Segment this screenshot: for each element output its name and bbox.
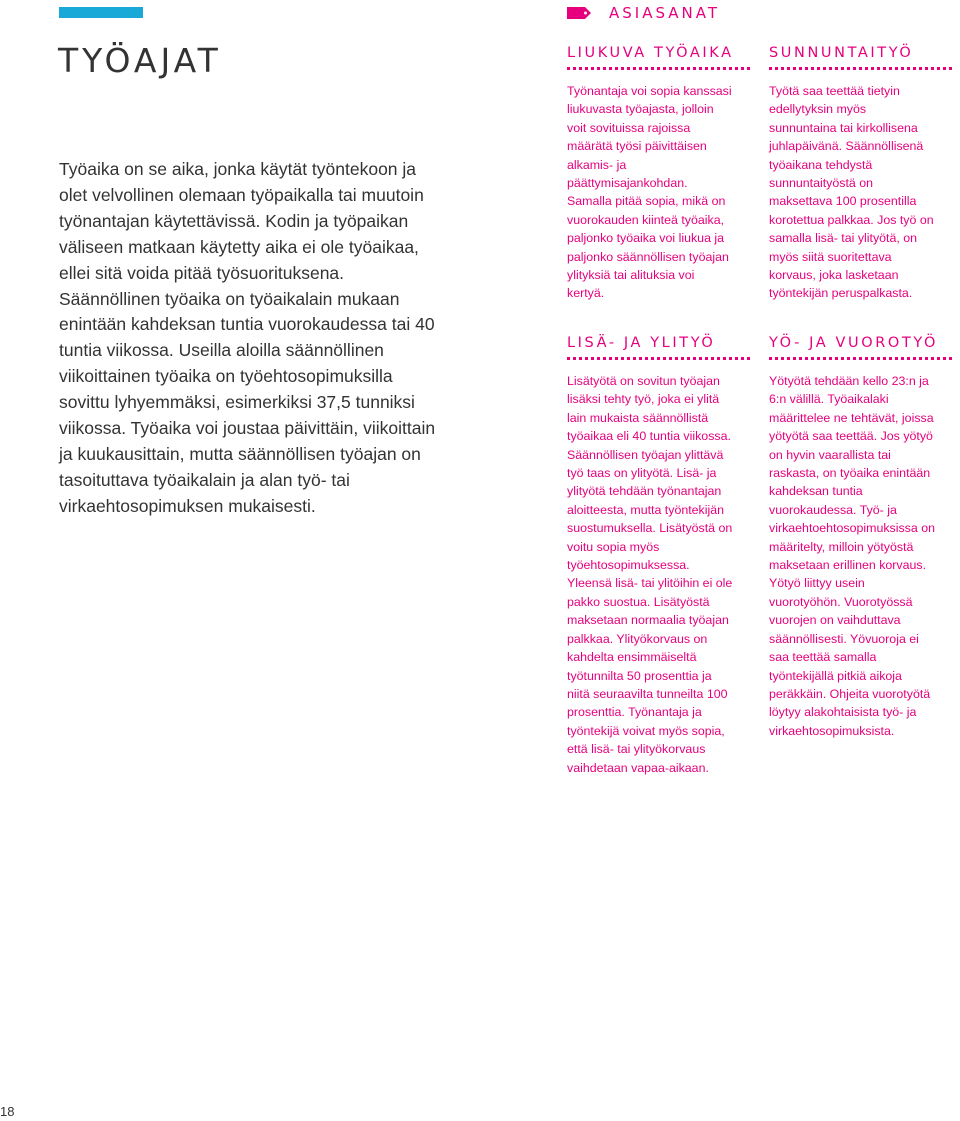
section-heading: LIUKUVA TYÖAIKA (567, 45, 734, 61)
section-lisa-ja-ylityo (567, 335, 735, 777)
dotted-divider (769, 67, 952, 73)
section-liukuva-tyoaika (567, 45, 735, 303)
dotted-divider (567, 357, 750, 363)
top-color-bar (59, 7, 143, 18)
section-text: Yötyötä tehdään kello 23:n ja 6:n välillä. Työaikalaki määrittelee ne tehtävät, joissa yötyötä saa teettää. Jos yötyö on hyvin vaarallista tai raskasta, on työaika enintään kahdeksan tuntia vuorokaudessa. Työ- ja virkaehtoehtosopimuksissa on määritelty, milloin yötyöstä maksetaan erillinen korvaus. Yötyö liittyy usein vuorotyöhön. Vuorotyössä vuorojen on vaihduttava säännöllisesti. Yövuoroja ei saa teettää samalla työntekijällä pitkiä aikoja peräkkäin. Ohjeita vuorotyötä löytyy alakohtaisista työ- ja virkaehtosopimuksista. (769, 374, 935, 738)
section-heading: SUNNUNTAITYÖ (769, 45, 914, 61)
section-text: Työnantaja voi sopia kanssasi liukuvasta työajasta, jolloin voit sovituissa rajoissa määrätä työsi päivittäisen alkamis- ja päättymisajankohdan. Samalla pitää sopia, mikä on vuorokauden kiinteä työaika, paljonko työaika voi liukua ja paljonko säännöllisen työajan ylityksiä tai alituksia voi kertyä. (567, 84, 732, 301)
tag-icon (567, 7, 591, 19)
page-number: 18 (0, 1104, 15, 1119)
dotted-divider (567, 67, 750, 73)
section-text: Lisätyötä on sovitun työajan lisäksi tehty työ, joka ei ylitä lain mukaista säännöllistä työaikaa eli 40 tuntia viikossa. Säännöllisen työajan ylittävä työ taas on ylityötä. Lisä- ja ylityötä tehdään työnantajan aloitteesta, mutta työntekijän suostumuksella. Lisätyöstä on voitu sopia myös työehtosopimuksessa. Yleensä lisä- tai ylitöihin ei ole pakko suostua. Lisätyöstä maksetaan normaalia työajan palkkaa. Ylityökorvaus on kahdelta ensimmäiseltä työtunnilta 50 prosenttia ja niitä seuraavilta tunneilta 100 prosenttia. Työnantaja ja työntekijä voivat myös sopia, että lisä- tai ylityökorvaus vaihdetaan vapaa-aikaan. (567, 374, 733, 775)
glossary-header (567, 3, 720, 23)
section-heading: LISÄ- JA YLITYÖ (567, 335, 716, 351)
page-title: TYÖAJAT (58, 41, 222, 80)
section-yo-ja-vuorotyo (769, 335, 937, 740)
dotted-divider (769, 357, 952, 363)
glossary-label: ASIASANAT (609, 4, 721, 22)
section-text: Työtä saa teettää tietyin edellytyksin myös sunnuntaina tai kirkollisena juhlapäivänä. Säännöllisenä työaikana tehdystä sunnuntaityöstä on maksettava 100 prosentilla korotettua palkkaa. Jos työ on samalla lisä- tai ylityötä, on myös siitä suoritettava korvaus, joka lasketaan työntekijän peruspalkasta. (769, 84, 934, 301)
intro-paragraph: Työaika on se aika, jonka käytät työntekoon ja olet velvollinen olemaan työpaikalla tai muutoin työnantajan käytettävissä. Kodin ja työpaikan väliseen matkaan käytetty aika ei ole työaikaa, ellei sitä voida pitää työsuorituksena. Säännöllinen työaika on työaikalain mukaan enintään kahdeksan tuntia vuorokaudessa tai 40 tuntia viikossa. Useilla aloilla säännöllinen viikoittainen työaika on työehtosopimuksilla sovittu lyhyemmäksi, esimerkiksi 37,5 tunniksi viikossa. Työaika voi joustaa päivittäin, viikoittain ja kuukausittain, mutta säännöllisen työajan on tasoituttava työaikalain ja alan työ- tai virkaehtosopimuksen mukaisesti. (59, 159, 436, 516)
section-sunnuntaityo (769, 45, 937, 303)
section-heading: YÖ- JA VUOROTYÖ (769, 335, 939, 351)
